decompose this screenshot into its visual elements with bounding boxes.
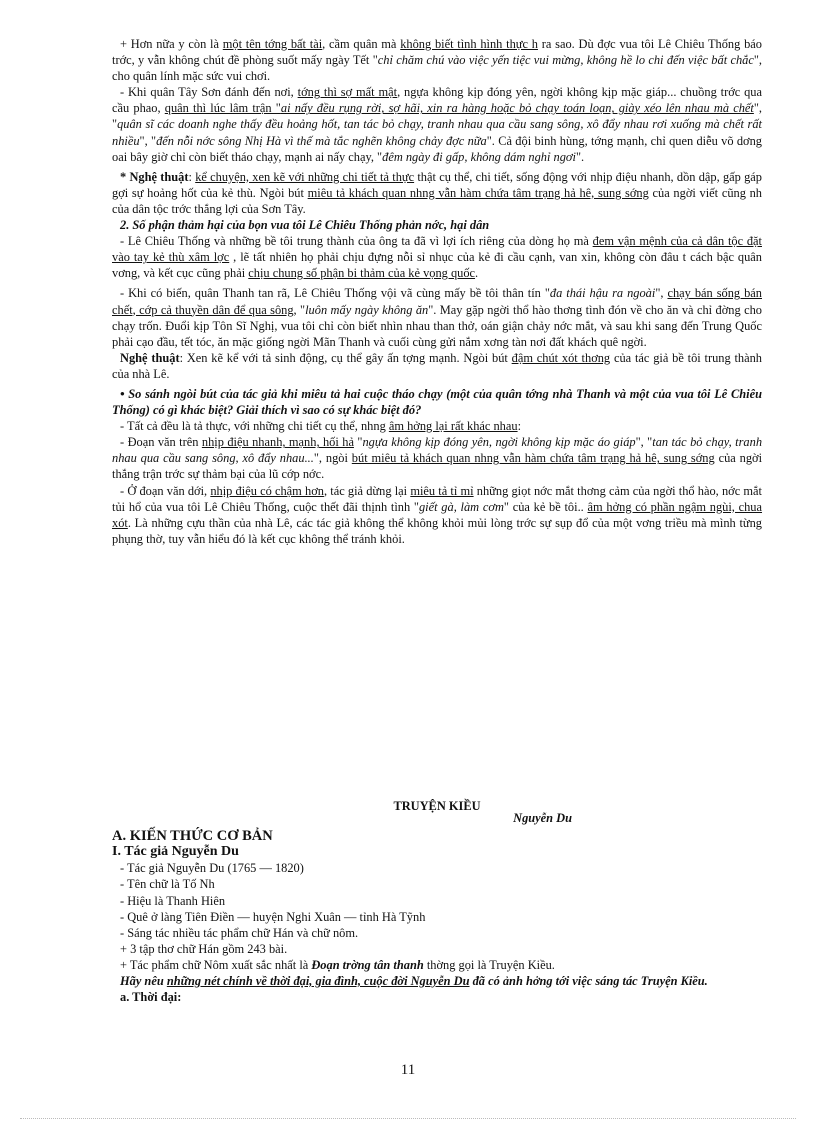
author-facts [112,860,762,973]
paragraph: + Hơn nữa y còn là một tên tớng bất tài, cầm quân mà không biết tình hình thực h ra sao. Dù đợc vua tôi Lê Chiêu Thống báo trớc, y vẫn không chút đề phòng suốt mấy ngày Tết "chỉ chăm chú vào việc yến tiệc vui mừng, không hề lo chi đến việc bất chắc", cho quân lính mặc sức vui chơi. [112,37,762,84]
author: Nguyễn Du [513,811,572,826]
paragraph: - Khi quân Tây Sơn đánh đến nơi, tớng thì sợ mất mật, ngựa không kịp đóng yên, ngời không kịp mặc giáp... chuồng trớc qua cầu phao, quân thì lúc lâm trận "ai nấy đều rụng rời, sợ hãi, xin ra hàng hoặc bỏ chạy toán loạn, giày xéo lên nhau mà chết", "quân sĩ các doanh nghe thấy đều hoảng hốt, tan tác bỏ chạy, tranh nhau qua cầu sang sông, xô đẩy nhau rơi xuống mà chết rất nhiều", "đến nỗi nớc sông Nhị Hà vì thế mà tắc nghẽn không chảy đợc nữa". Cả đội binh hùng, tớng mạnh, chỉ quen diễu võ dơng oai bây giờ chỉ còn biết tháo chạy, mạnh ai nấy chạy, "đêm ngày đi gấp, không dám nghỉ ngơi". [112,85,763,164]
footer-divider [20,1118,796,1119]
question: Hãy nêu những nét chính về thời đại, gia đình, cuộc đời Nguyễn Du đã có ảnh hởng tới việc sáng tác Truyện Kiều. [120,974,708,989]
page-number: 11 [400,1062,416,1078]
list-item: + Tác phẩm chữ Nôm xuất sắc nhất là Đoạn trờng tân thanh thờng gọi là Truyện Kiều. [120,957,555,972]
truyen-kieu-section [112,798,762,1005]
heading-a: A. KIẾN THỨC CƠ BẢN [112,828,273,845]
paragraph: - Khi có biến, quân Thanh tan rã, Lê Chiêu Thống vội vã cùng mấy bề tôi thân tín "đa thái hậu ra ngoài", chạy bán sống bán chết, cớp cả thuyền dân để qua sông, "luôn mấy ngày không ăn". May gặp ngời thổ hào thơng tình đón về cho ăn và chỉ đờng cho chạy trốn. Đuổi kịp Tôn Sĩ Nghị, vua tôi chỉ còn biết nhìn nhau than thở, oán giận chảy nớc mắt, và sau khi sang đến Trung Quốc phải cạo đầu, tết tóc, ăn mặc giống ngời Mãn Thanh và cuối cùng gửi nắm xơng tàn nơi đất khách quê ngời. [112,286,762,349]
heading-1: I. Tác giả Nguyễn Du [112,844,239,860]
paragraph: - Tất cả đều là tả thực, với những chi tiết cụ thể, nhng âm hởng lại rất khác nhau: [120,419,522,434]
paragraph: Nghệ thuật: Xen kẽ kể với tả sinh động, cụ thể gây ấn tợng mạnh. Ngòi bút đậm chút xót thơng của tác giả bề tôi trung thành của nhà Lê. [112,350,763,381]
subheading: a. Thời đại: [120,990,182,1005]
bullet-icon: • [120,385,125,401]
question: • So sánh ngòi bút của tác giả khi miêu tả hai cuộc tháo chạy (một của quân tớng nhà Thanh và một của vua tôi Lê Chiêu Thống) có gì khác biệt? Giải thích vì sao có sự khác biệt đó? [112,385,762,418]
list-item: + 3 tập thơ chữ Hán gồm 243 bài. [120,941,288,956]
list-item: - Tác giả Nguyễn Du (1765 — 1820) [120,861,304,876]
paragraph: - Ở đoạn văn dới, nhịp điệu có chậm hơn, tác giả dừng lại miêu tả tỉ mỉ những giọt nớc mắt thơng cảm của ngời thổ hào, nớc mắt tủi hổ của vua tôi Lê Chiêu Thống, cuộc thết đãi thịnh tình "giết gà, làm cơm" của kẻ bề tôi.. âm hởng có phần ngậm ngùi, chua xót. Là những cựu thần của nhà Lê, các tác giả không thể không khỏi mủi lòng trớc sự sụp đổ của một vơng triều mà mình từng phụng thờ, tuy vẫn hiểu đó là kết cục không thể tránh khỏi. [112,483,763,546]
page-title: TRUYỆN KIỀU [393,799,481,813]
list-item: - Tên chữ là Tố Nh [120,877,215,892]
document-body [112,36,762,547]
paragraph: - Đoạn văn trên nhịp điệu nhanh, mạnh, hối hả "ngựa không kịp đóng yên, ngời không kịp mặc áo giáp", "tan tác bỏ chạy, tranh nhau qua cầu sang sông, xô đẩy nhau...", ngòi bút miêu tả khách quan nhng vẫn hàm chứa tâm trạng hả hê, sung sớng của ngời thắng trận trớc sự thảm bại của lũ cớp nớc. [112,435,763,482]
section-heading: 2. Số phận thảm hại của bọn vua tôi Lê Chiêu Thống phản nớc, hại dân [120,218,490,233]
paragraph: * Nghệ thuật: kể chuyện, xen kẽ với những chi tiết tả thực thật cụ thể, chi tiết, sống động với nhịp điệu nhanh, dồn dập, gấp gáp gợi sự hoảng hốt của kẻ thù. Ngòi bút miêu tả khách quan nhng vẫn hàm chứa tâm trạng hả hê, sung sớng của ngời viết cũng nh của dân tộc trớc thắng lợi của Sơn Tây. [112,169,763,216]
list-item: - Quê ở làng Tiên Điền — huyện Nghi Xuân — tỉnh Hà Tỹnh [120,909,426,924]
list-item: - Hiệu là Thanh Hiên [120,893,226,908]
paragraph: - Lê Chiêu Thống và những bề tôi trung thành của ông ta đã vì lợi ích riêng của dòng họ mà đem vận mệnh của cả dân tộc đặt vào tay kẻ thù xâm lợc , lẽ tất nhiên họ phải chịu đựng nỗi sỉ nhục của kẻ đi cầu cạnh, van xin, không còn đâu t cách bậc quân vơng, và kết cục cũng phải chịu chung số phận bi thảm của kẻ vọng quốc. [112,234,762,281]
list-item: - Sáng tác nhiều tác phẩm chữ Hán và chữ nôm. [120,925,359,940]
